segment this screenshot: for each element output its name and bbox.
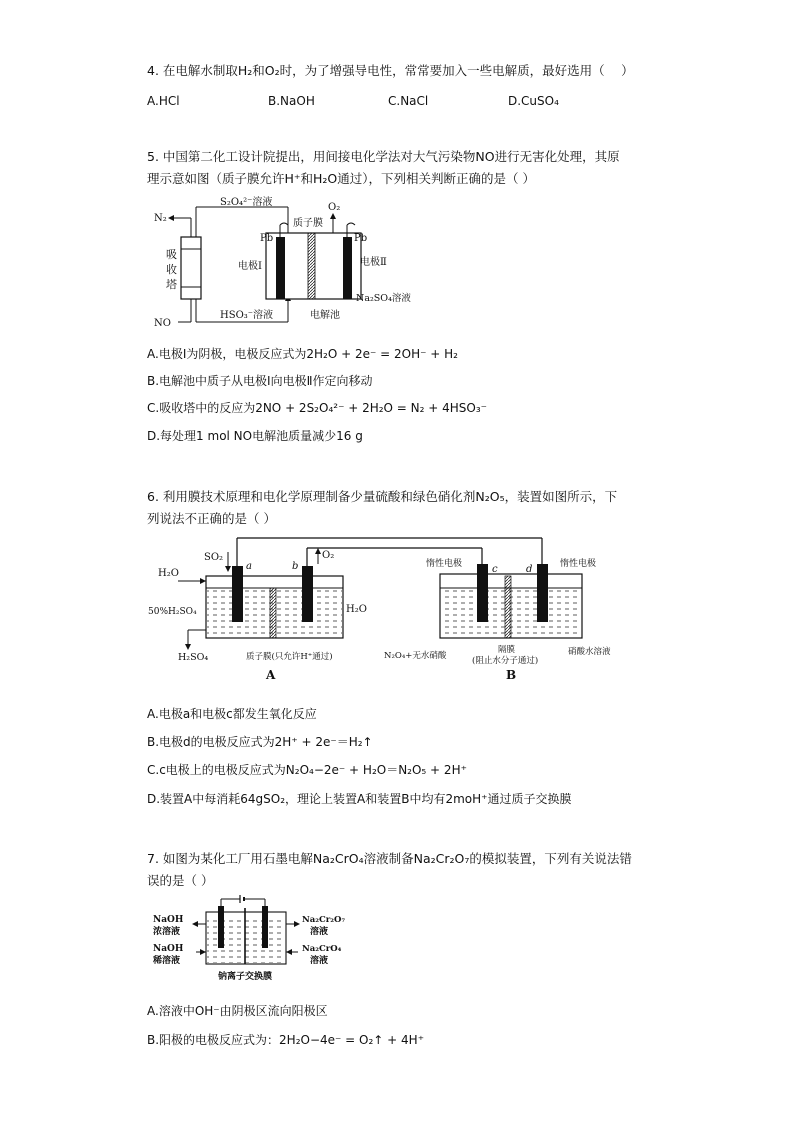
q6-option-c: C.c电极上的电极反应式为N₂O₄−2e⁻ + H₂O＝N₂O₅ + 2H⁺ [147, 763, 467, 777]
q7-option-b: B.阳极的电极反应式为：2H₂O−4e⁻ = O₂↑ + 4H⁺ [147, 1033, 425, 1047]
electrode-a [232, 566, 243, 622]
electrode-2 [343, 237, 352, 299]
naoh-conc-label-2: 浓溶液 [153, 927, 181, 937]
q4-option-d: D.CuSO₄ [508, 94, 559, 108]
q7-option-a: A.溶液中OH⁻由阴极区流向阳极区 [147, 1004, 328, 1018]
q7-right-electrode [262, 906, 268, 948]
q5-option-d: D.每处理1 mol NO电解池质量减少16 g [147, 429, 363, 443]
separator-b [505, 576, 511, 638]
cr2o7-label-1: Na₂Cr₂O₇ [302, 915, 346, 925]
o2-arrow [330, 213, 336, 219]
absorption-tower [181, 237, 201, 299]
q5-stem-line1: 5. 中国第二化工设计院提出，用间接电化学法对大气污染物NO进行无害化处理，其原 [147, 149, 620, 164]
cr2o7-label-2: 溶液 [310, 927, 329, 937]
naoh-dilute-label-1: NaOH [153, 944, 184, 954]
q5-diagram-svg [148, 193, 423, 335]
tower-char-2: 收 [166, 263, 177, 276]
o2-label-a: O₂ [322, 550, 335, 561]
naoh-conc-label-1: NaOH [153, 915, 184, 925]
device-a-label: A [266, 668, 276, 682]
electrode-d-label: d [526, 564, 533, 575]
s2o4-label: S₂O₄²⁻溶液 [220, 197, 273, 208]
q7-left-electrode [218, 906, 224, 948]
separator-label: 隔膜 [498, 645, 516, 655]
q7-diagram-svg [148, 894, 348, 986]
electrode-2-label: 电极Ⅱ [360, 257, 387, 268]
electrode-c [477, 564, 488, 622]
q6-figure [148, 534, 628, 684]
q5-option-b: B.电解池中质子从电极Ⅰ向电极Ⅱ作定向移动 [147, 374, 373, 388]
q5-figure [148, 193, 423, 335]
electrode-b [302, 566, 313, 622]
h2o-in-label: H₂O [158, 568, 179, 579]
q4-option-b: B.NaOH [268, 94, 315, 108]
q6-stem-line2: 列说法不正确的是（ ） [147, 511, 276, 526]
inert-right-label: 惰性电极 [560, 559, 597, 569]
sodium-membrane-label: 钠离子交换膜 [218, 972, 273, 982]
q6-option-d: D.装置A中每消耗64gSO₂，理论上装置A和装置B中均有2moH⁺通过质子交换膜 [147, 792, 572, 806]
membrane-label: 质子膜 [293, 218, 323, 229]
n2-arrow [168, 215, 174, 221]
proton-membrane [308, 233, 315, 299]
pb-right-label: Pb [354, 233, 368, 244]
q7-stem-line2: 误的是（ ） [147, 873, 214, 888]
q6-option-b: B.电极d的电极反应式为2H⁺ + 2e⁻＝H₂↑ [147, 735, 373, 749]
n2o4-label: N₂O₄+无水硝酸 [384, 651, 447, 661]
q5-option-a: A.电极Ⅰ为阴极，电极反应式为2H₂O + 2e⁻ = 2OH⁻ + H₂ [147, 347, 458, 361]
proton-membrane-label: 质子膜(只允许H⁺通过) [246, 652, 333, 662]
q7-figure [148, 894, 348, 986]
h2o-right-label: H₂O [346, 604, 367, 615]
device-b-label: B [506, 668, 517, 682]
cell-label: 电解池 [310, 310, 340, 321]
q5-option-c: C.吸收塔中的反应为2NO + 2S₂O₄²⁻ + 2H₂O = N₂ + 4HSO₃⁻ [147, 401, 488, 415]
q4-stem: 4. 在电解水制取H₂和O₂时，为了增强导电性，常常要加入一些电解质，最好选用（ ） [147, 63, 634, 78]
electrode-d [537, 564, 548, 622]
h2so4-50-label: 50%H₂SO₄ [148, 607, 197, 617]
inert-left-label: 惰性电极 [426, 559, 463, 569]
h2so4-out-label: H₂SO₄ [178, 652, 209, 663]
q4-option-a: A.HCl [147, 94, 180, 108]
q7-stem-line1: 7. 如图为某化工厂用石墨电解Na₂CrO₄溶液制备Na₂Cr₂O₇的模拟装置，下列有关说法错 [147, 851, 632, 866]
cro4-label-2: 溶液 [310, 956, 329, 966]
cro4-label-1: Na₂CrO₄ [302, 944, 342, 954]
q6-stem-line1: 6. 利用膜技术原理和电化学原理制备少量硫酸和绿色硝化剂N₂O₅，装置如图所示，下 [147, 489, 618, 504]
separator-note-label: (阻止水分子通过) [472, 656, 539, 666]
q4-option-c: C.NaCl [388, 94, 429, 108]
tower-char-1: 吸 [166, 248, 177, 261]
pb-left-label: Pb [260, 233, 274, 244]
na2so4-label: Na₂SO₄溶液 [356, 293, 411, 304]
q6-option-a: A.电极a和电极c都发生氧化反应 [147, 707, 317, 721]
electrode-a-label: a [246, 561, 252, 572]
q6-diagram-svg [148, 534, 628, 684]
nitric-label: 硝酸水溶液 [568, 647, 611, 657]
electrode-1 [276, 237, 285, 299]
so2-label: SO₂ [204, 552, 224, 563]
naoh-dilute-label-2: 稀溶液 [153, 956, 181, 966]
electrode-c-label: c [492, 564, 498, 575]
hso3-label: HSO₃⁻溶液 [220, 310, 274, 321]
tower-char-3: 塔 [166, 278, 177, 291]
n2-label: N₂ [154, 213, 167, 224]
proton-membrane-a [270, 588, 276, 638]
o2-label: O₂ [328, 202, 341, 213]
electrode-b-label: b [292, 561, 299, 572]
no-label: NO [154, 318, 171, 329]
q5-stem-line2: 理示意如图（质子膜允许H⁺和H₂O通过），下列相关判断正确的是（ ） [147, 171, 535, 186]
electrode-1-label: 电极Ⅰ [238, 261, 262, 272]
